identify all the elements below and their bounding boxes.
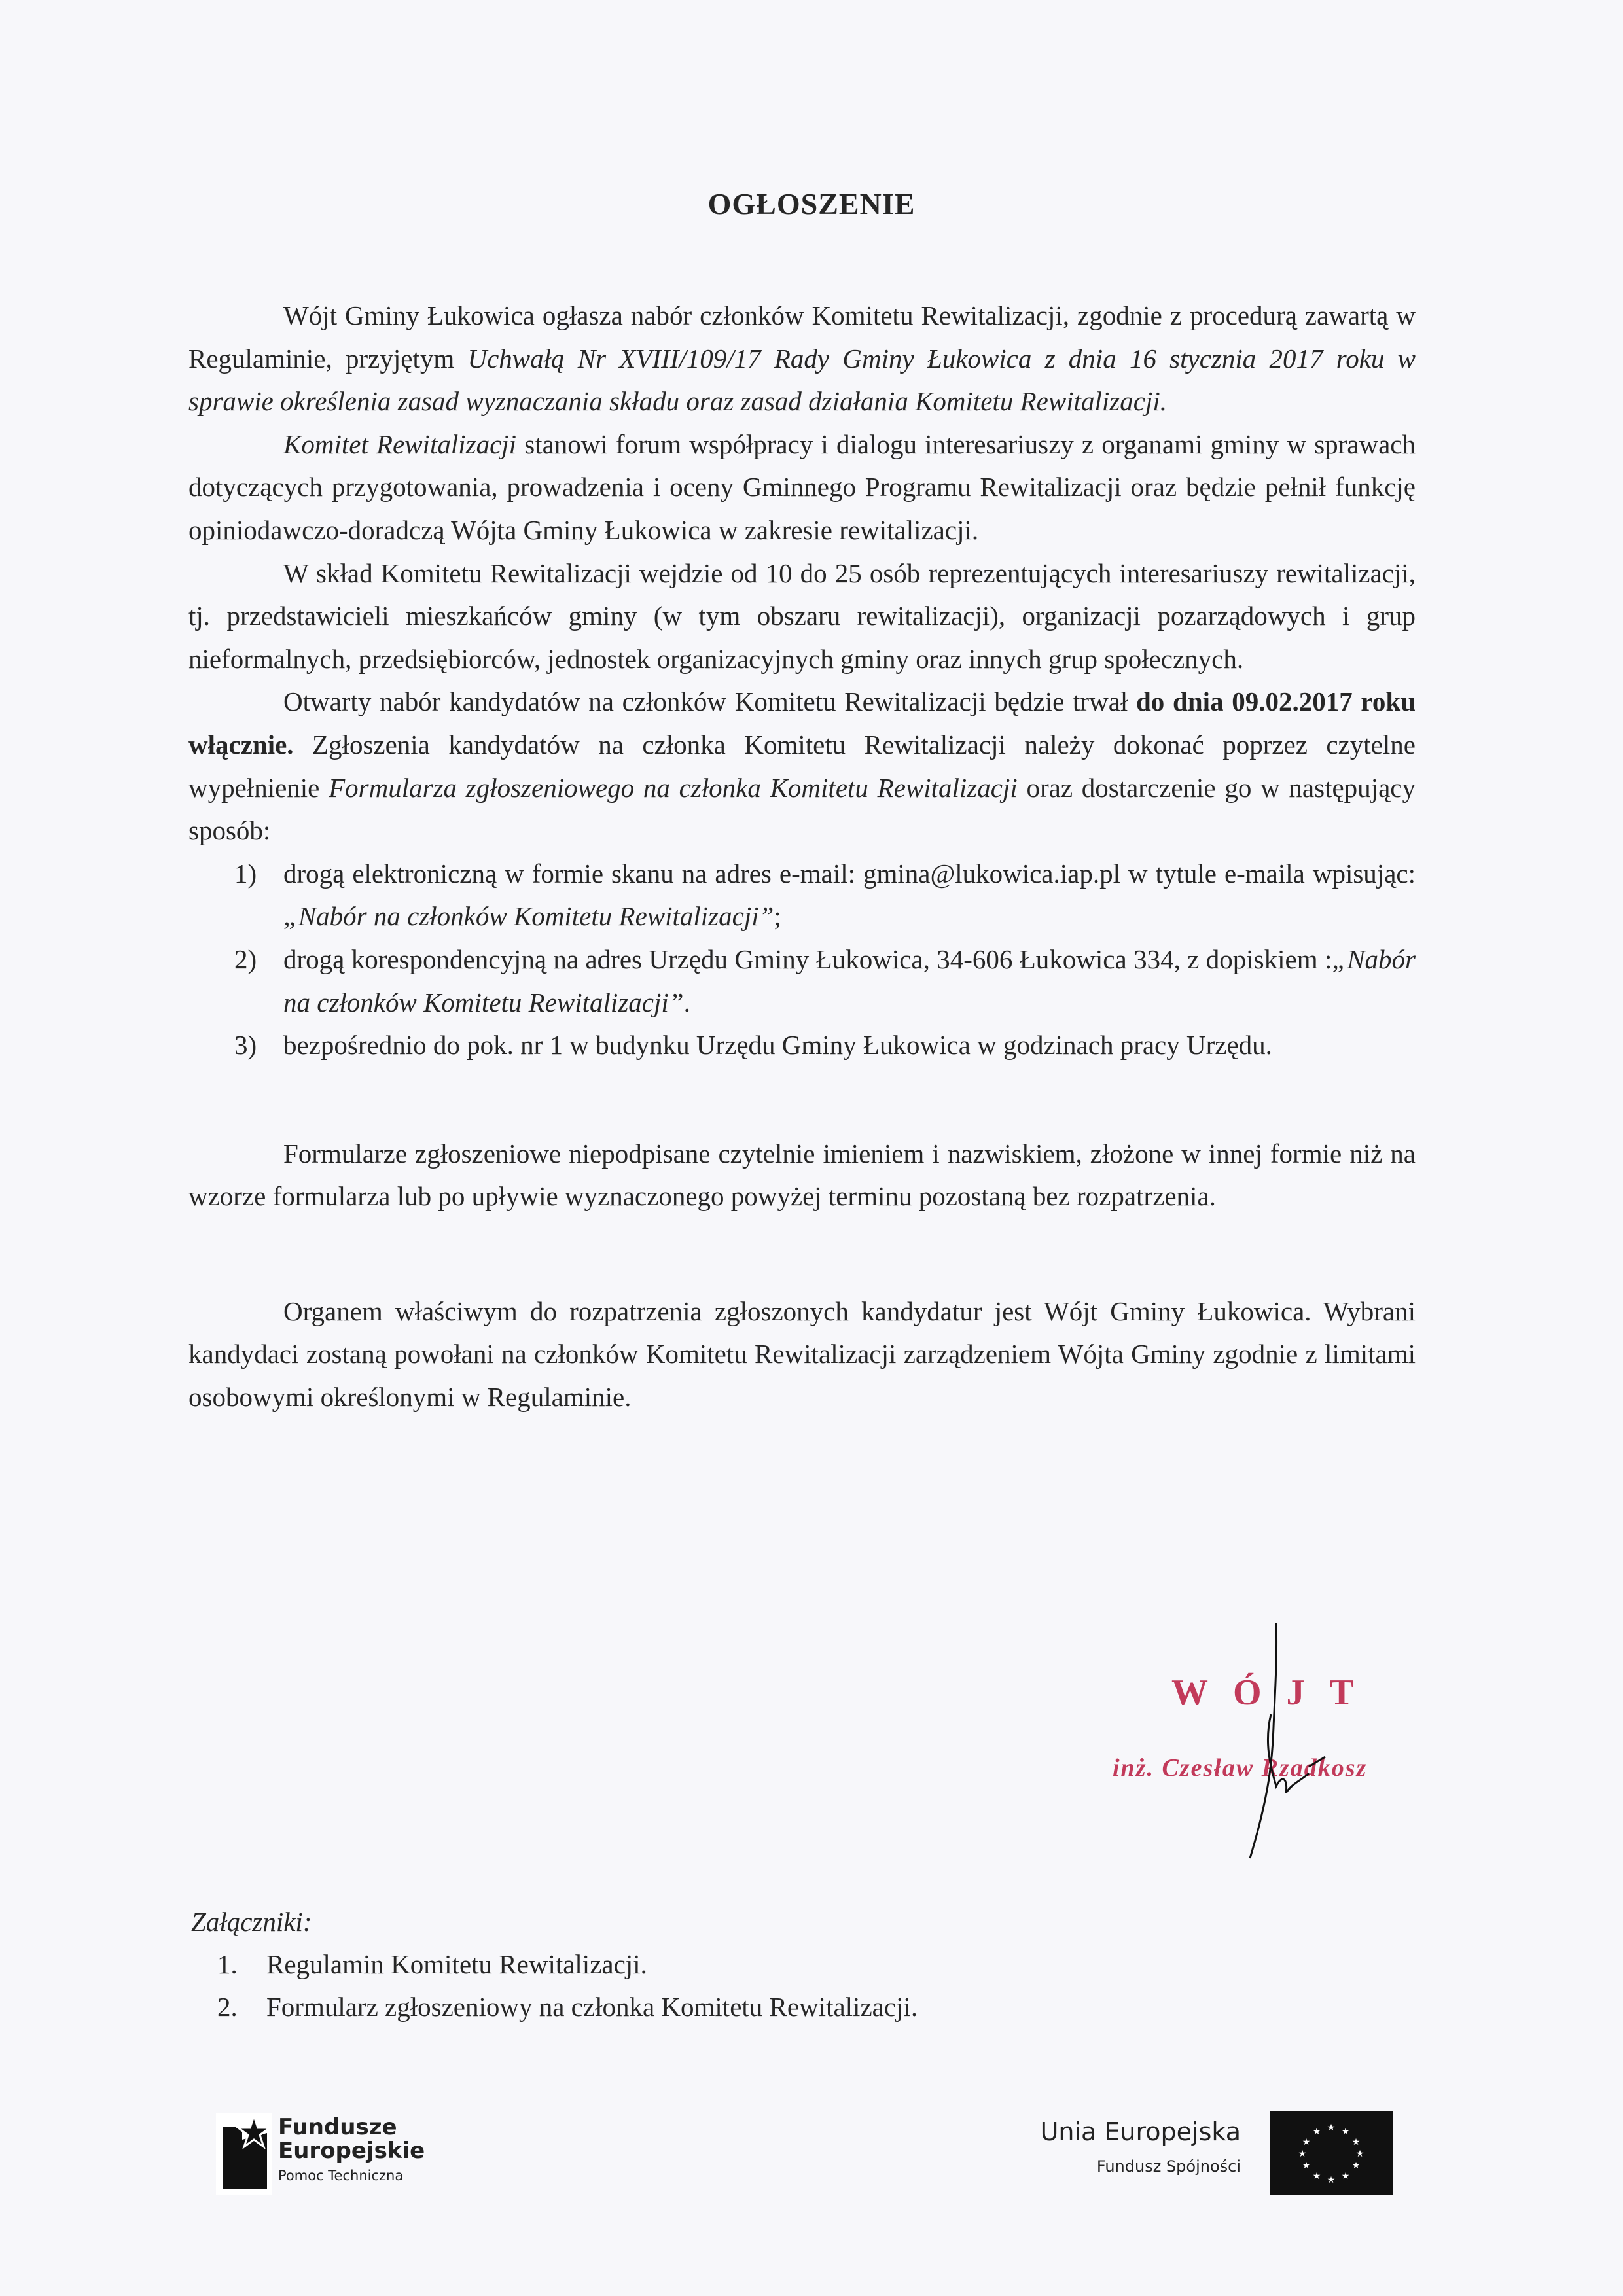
svg-text:★: ★ (1302, 2137, 1311, 2147)
list-item-punct: ; (774, 901, 781, 932)
page-title: OGŁOSZENIE (707, 187, 916, 221)
paragraph-4-text-a: Otwarty nabór kandydatów na członków Komitetu Rewitalizacji będzie trwał (283, 686, 1136, 717)
paragraph-4 (188, 680, 1416, 852)
paragraph-4-text-e: oraz dostarczenie go w następujący sposób: (188, 772, 1416, 846)
list-item-text: drogą elektroniczną w formie skanu na adres e-mail: gmina@lukowica.iap.pl w tytule e-maila wpisując: (283, 858, 1416, 889)
paragraph-2 (188, 423, 1416, 552)
list-item-number: 2. (217, 1992, 238, 2022)
list-item-text: drogą korespondencyjną na adres Urzędu Gminy Łukowica, 34-606 Łukowica 334, z dopiskiem : (283, 944, 1332, 974)
list-item-text: Regulamin Komitetu Rewitalizacji. (266, 1949, 647, 1979)
list-item-number: 1) (234, 858, 257, 889)
stamp-title: WÓJT (1171, 1672, 1379, 1713)
svg-text:★: ★ (1341, 2171, 1350, 2181)
funds-logo-text (278, 2115, 425, 2183)
attachments-list (191, 1943, 918, 2028)
list-item-number: 1. (217, 1949, 238, 1979)
form-name: Formularza zgłoszeniowego na członka Komitetu Rewitalizacji (329, 772, 1018, 803)
paragraph-1 (188, 294, 1416, 423)
list-item (188, 853, 1416, 938)
list-item (188, 1024, 1416, 1067)
announcement-body (188, 294, 1416, 1419)
funds-logo-line-3: Pomoc Techniczna (278, 2168, 404, 2183)
spacer (188, 1218, 1416, 1290)
funds-logo-line-2: Europejskie (278, 2138, 425, 2164)
list-item (188, 938, 1416, 1024)
svg-text:★: ★ (1312, 2127, 1321, 2137)
svg-text:★: ★ (1351, 2137, 1361, 2147)
svg-text:★: ★ (1298, 2149, 1307, 2159)
list-item-number: 2) (234, 944, 257, 974)
svg-text:★: ★ (1327, 2175, 1336, 2185)
list-item (191, 1986, 918, 2028)
handwritten-signature (1211, 1616, 1355, 1865)
svg-text:★: ★ (1351, 2161, 1361, 2171)
funds-logo-line-1: Fundusze (278, 2114, 397, 2140)
funds-star-icon (216, 2113, 272, 2195)
paragraph-1-text: Wójt Gminy Łukowica ogłasza nabór członków Komitetu Rewitalizacji, zgodnie z procedurą zawartą w Regulaminie, przyjętym (188, 300, 1416, 374)
submission-methods-list (188, 853, 1416, 1067)
paragraph-6: Organem właściwym do rozpatrzenia zgłoszonych kandydatur jest Wójt Gminy Łukowica. Wybrani kandydaci zostaną powołani na członków Komitetu Rewitalizacji zarządzeniem Wójta Gminy zgodnie z limitami osobowymi określonymi w Regulaminie. (188, 1296, 1416, 1413)
stamp-name: inż. Czesław Rzadkosz (1113, 1754, 1368, 1782)
list-item-number: 3) (234, 1030, 257, 1061)
svg-text:★: ★ (1302, 2161, 1311, 2171)
committee-name: Komitet Rewitalizacji (283, 429, 517, 459)
deadline-text: do dnia 09.02.2017 roku włącznie. (188, 686, 1416, 760)
email-subject-text: „Nabór na członków Komitetu Rewitalizacji” (283, 901, 774, 932)
paragraph-5: Formularze zgłoszeniowe niepodpisane czytelnie imieniem i nazwiskiem, złożone w innej formie niż na wzorze formularza lub po upływie wyznaczonego powyżej terminu pozostaną bez rozpatrzenia. (188, 1138, 1416, 1212)
paragraph-2-text: stanowi forum współpracy i dialogu interesariuszy z organami gminy w sprawach dotyczących przygotowania, prowadzenia i oceny Gminnego Programu Rewitalizacji oraz będzie pełnił funkcję opiniodawczo-doradczą Wójta Gminy Łukowica w zakresie rewitalizacji. (188, 429, 1416, 545)
eu-flag-icon (1270, 2111, 1393, 2195)
attachments-heading: Załączniki: (191, 1907, 312, 1937)
list-item (191, 1943, 918, 1986)
list-item-text: Formularz zgłoszeniowy na członka Komitetu Rewitalizacji. (266, 1992, 918, 2022)
attachments-section (191, 1901, 918, 2028)
svg-text:★: ★ (1341, 2127, 1350, 2137)
svg-text:★: ★ (1327, 2123, 1336, 2133)
envelope-note-text: „Nabór na członków Komitetu Rewitalizacji” (283, 944, 1416, 1017)
eu-logo-line-2: Fundusz Spójności (1096, 2157, 1241, 2176)
svg-text:★: ★ (1312, 2171, 1321, 2181)
list-item-punct: . (683, 987, 690, 1017)
eu-logo-text (1041, 2117, 1241, 2176)
paragraph-4-text-c: Zgłoszenia kandydatów na członka Komitetu Rewitalizacji należy dokonać poprzez czytelne wypełnienie (188, 729, 1416, 803)
eu-logo-line-1: Unia Europejska (1040, 2117, 1241, 2146)
paragraph-3: W skład Komitetu Rewitalizacji wejdzie od 10 do 25 osób reprezentujących interesariuszy rewitalizacji, tj. przedstawicieli mieszkańców gminy (w tym obszaru rewitalizacji), organizacji pozarządowych i grup nieformalnych, przedsiębiorców, jednostek organizacyjnych gminy oraz innych grup społecznych. (188, 557, 1416, 674)
resolution-reference: Uchwałą Nr XVIII/109/17 Rady Gminy Łukowica z dnia 16 stycznia 2017 roku w sprawie określenia zasad wyznaczania składu oraz zasad działania Komitetu Rewitalizacji. (188, 343, 1416, 417)
list-item-text: bezpośrednio do pok. nr 1 w budynku Urzędu Gminy Łukowica w godzinach pracy Urzędu. (283, 1030, 1272, 1061)
spacer (188, 1067, 1416, 1133)
svg-text:★: ★ (1355, 2149, 1364, 2159)
